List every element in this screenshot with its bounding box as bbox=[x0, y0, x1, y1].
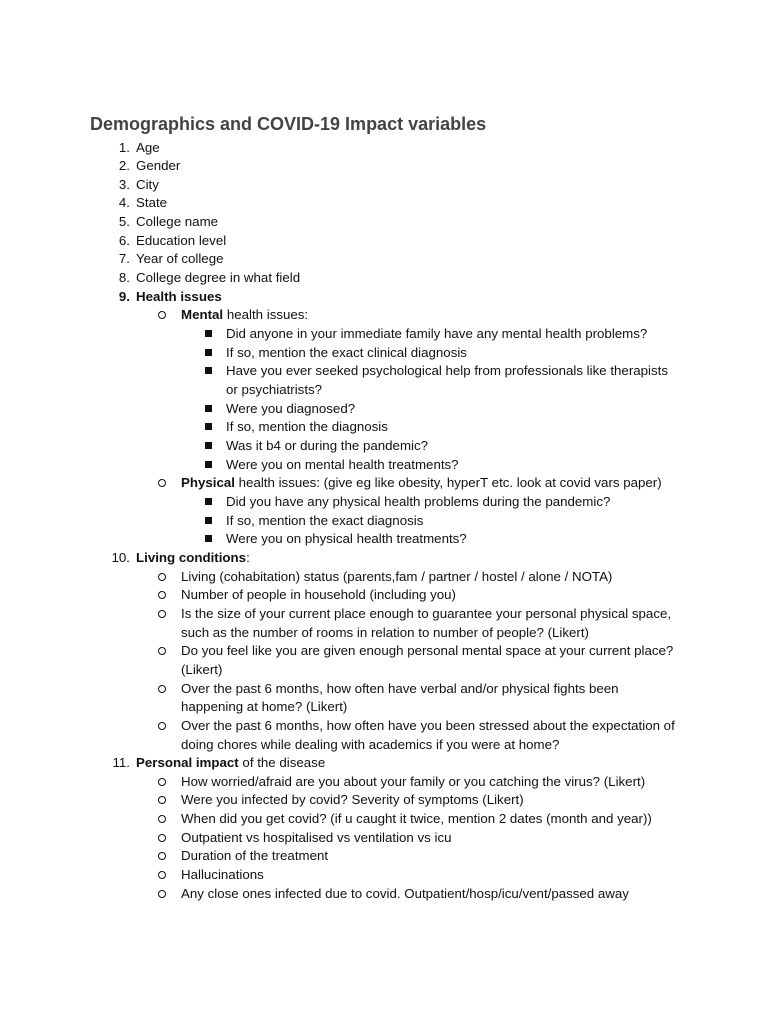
item-number: 8. bbox=[118, 270, 130, 286]
sub-item bbox=[0, 791, 681, 810]
question-item bbox=[0, 325, 676, 344]
item-number: 2. bbox=[118, 158, 130, 174]
sub-item-text: Over the past 6 months, how often have verbal and/or physical fights been happening at home? (Likert) bbox=[181, 680, 619, 715]
list-item-year-of-college bbox=[0, 250, 686, 269]
sub-item bbox=[0, 810, 681, 829]
question-text: If so, mention the exact clinical diagnosis bbox=[226, 344, 467, 360]
question-item bbox=[0, 418, 676, 437]
hollow-bullet-icon bbox=[158, 834, 166, 842]
question-text: Were you diagnosed? bbox=[226, 400, 356, 416]
item-number: 11. bbox=[112, 755, 130, 771]
sub-item-text: Hallucinations bbox=[181, 867, 264, 883]
question-text: If so, mention the diagnosis bbox=[226, 419, 388, 435]
item-label-suffix: : bbox=[246, 549, 250, 565]
sub-item-text: Any close ones infected due to covid. Outpatient/hosp/icu/vent/passed away bbox=[181, 885, 629, 901]
hollow-bullet-icon bbox=[158, 890, 166, 898]
item-number: 7. bbox=[118, 251, 130, 267]
hollow-bullet-icon bbox=[158, 591, 166, 599]
square-bullet-icon bbox=[205, 367, 212, 374]
square-bullet-icon bbox=[205, 423, 212, 430]
list-item-gender bbox=[0, 157, 686, 176]
question-text: Were you on physical health treatments? bbox=[226, 531, 467, 547]
sub-item-text: Were you infected by covid? Severity of symptoms (Likert) bbox=[181, 792, 524, 808]
sub-item-text: Living (cohabitation) status (parents,fam / partner / hostel / alone / NOTA) bbox=[181, 568, 613, 584]
sub-item-text: Is the size of your current place enough to guarantee your personal physical space, such as the number of rooms in relation to number of people? (Likert) bbox=[181, 605, 672, 640]
list-item-degree-field bbox=[0, 269, 686, 288]
item-number: 1. bbox=[118, 139, 130, 155]
item-label: Gender bbox=[136, 158, 181, 174]
item-label: Health issues bbox=[136, 288, 222, 304]
list-item-education-level bbox=[0, 232, 686, 251]
question-item bbox=[0, 530, 676, 549]
item-label: College degree in what field bbox=[136, 270, 301, 286]
square-bullet-icon bbox=[205, 535, 212, 542]
item-number: 10. bbox=[111, 549, 130, 565]
hollow-bullet-icon bbox=[158, 647, 166, 655]
sub-item bbox=[0, 642, 681, 679]
square-bullet-icon bbox=[205, 349, 212, 356]
sub-item bbox=[0, 847, 681, 866]
sub-item-text: Do you feel like you are given enough personal mental space at your current place? (Likert) bbox=[181, 643, 674, 677]
list-item-state bbox=[0, 194, 686, 213]
list-item-personal-impact bbox=[0, 754, 686, 773]
item-label-suffix: of the disease bbox=[238, 755, 326, 771]
question-item bbox=[0, 437, 676, 456]
hollow-bullet-icon bbox=[158, 778, 166, 786]
hollow-bullet-icon bbox=[158, 815, 166, 823]
list-item-age bbox=[0, 139, 686, 158]
sub-item bbox=[0, 586, 681, 605]
sub-item bbox=[0, 885, 681, 904]
question-item bbox=[0, 400, 676, 419]
hollow-bullet-icon bbox=[158, 311, 166, 319]
item-number: 9. bbox=[118, 288, 130, 304]
item-label: State bbox=[136, 195, 168, 211]
sub-item bbox=[0, 773, 681, 792]
sub-item-text: Number of people in household (including you) bbox=[181, 587, 456, 603]
item-label: Living conditions bbox=[136, 549, 247, 565]
hollow-bullet-icon bbox=[158, 573, 166, 581]
question-text: Was it b4 or during the pandemic? bbox=[226, 438, 429, 453]
item-number: 4. bbox=[118, 195, 130, 211]
hollow-bullet-icon bbox=[158, 722, 166, 730]
item-number: 3. bbox=[118, 176, 130, 192]
sub-item-mental-health bbox=[0, 306, 681, 325]
square-bullet-icon bbox=[205, 405, 212, 412]
variables-list bbox=[0, 139, 768, 904]
sub-item-text: health issues: (give eg like obesity, hyperT etc. look at covid vars paper) bbox=[234, 475, 662, 491]
sub-item bbox=[0, 680, 681, 717]
square-bullet-icon bbox=[205, 498, 212, 505]
sub-item bbox=[0, 568, 681, 587]
page-title: Demographics and COVID-19 Impact variables bbox=[90, 114, 487, 134]
sub-item bbox=[0, 866, 681, 885]
item-label: Year of college bbox=[136, 251, 224, 267]
question-item bbox=[0, 512, 676, 531]
sub-item-text: Over the past 6 months, how often have you been stressed about the expectation of doing chores while dealing with academics if you were at home? bbox=[181, 717, 675, 752]
sub-item-text: health issues: bbox=[223, 307, 309, 323]
hollow-bullet-icon bbox=[158, 479, 166, 487]
item-number: 5. bbox=[118, 214, 130, 230]
list-item-city bbox=[0, 176, 686, 195]
item-label: Education level bbox=[136, 232, 227, 248]
sub-item-text: Outpatient vs hospitalised vs ventilation vs icu bbox=[181, 829, 452, 845]
sub-item-text: How worried/afraid are you about your family or you catching the virus? (Likert) bbox=[181, 773, 646, 789]
sub-item bbox=[0, 717, 681, 754]
hollow-bullet-icon bbox=[158, 871, 166, 879]
hollow-bullet-icon bbox=[158, 852, 166, 860]
item-label: City bbox=[136, 176, 159, 192]
sub-item-bold: Mental bbox=[181, 307, 224, 323]
item-label: Personal impact bbox=[136, 755, 239, 771]
item-label: College name bbox=[136, 214, 219, 230]
question-text: Did anyone in your immediate family have any mental health problems? bbox=[226, 326, 648, 342]
question-text: Have you ever seeked psychological help from professionals like therapists or psychiatrists? bbox=[226, 363, 668, 398]
item-number: 6. bbox=[118, 232, 130, 248]
list-item-health-issues bbox=[0, 288, 686, 307]
sub-item-text: Duration of the treatment bbox=[181, 848, 329, 864]
question-text: If so, mention the exact diagnosis bbox=[226, 512, 424, 528]
hollow-bullet-icon bbox=[158, 685, 166, 693]
square-bullet-icon bbox=[205, 517, 212, 524]
sub-item bbox=[0, 605, 681, 642]
question-text: Were you on mental health treatments? bbox=[226, 456, 459, 472]
question-item bbox=[0, 362, 676, 399]
list-item-living-conditions bbox=[0, 549, 686, 568]
question-item bbox=[0, 456, 676, 475]
square-bullet-icon bbox=[205, 442, 212, 449]
square-bullet-icon bbox=[205, 461, 212, 468]
item-label: Age bbox=[136, 139, 160, 155]
question-text: Did you have any physical health problems during the pandemic? bbox=[226, 493, 611, 509]
list-item-college-name bbox=[0, 213, 686, 232]
hollow-bullet-icon bbox=[158, 610, 166, 618]
hollow-bullet-icon bbox=[158, 796, 166, 804]
sub-item-physical-health bbox=[0, 474, 681, 493]
sub-item-text: When did you get covid? (if u caught it twice, mention 2 dates (month and year)) bbox=[181, 811, 652, 827]
sub-item bbox=[0, 829, 681, 848]
question-item bbox=[0, 493, 676, 512]
square-bullet-icon bbox=[205, 330, 212, 337]
question-item bbox=[0, 344, 676, 363]
sub-item-bold: Physical bbox=[181, 475, 235, 491]
